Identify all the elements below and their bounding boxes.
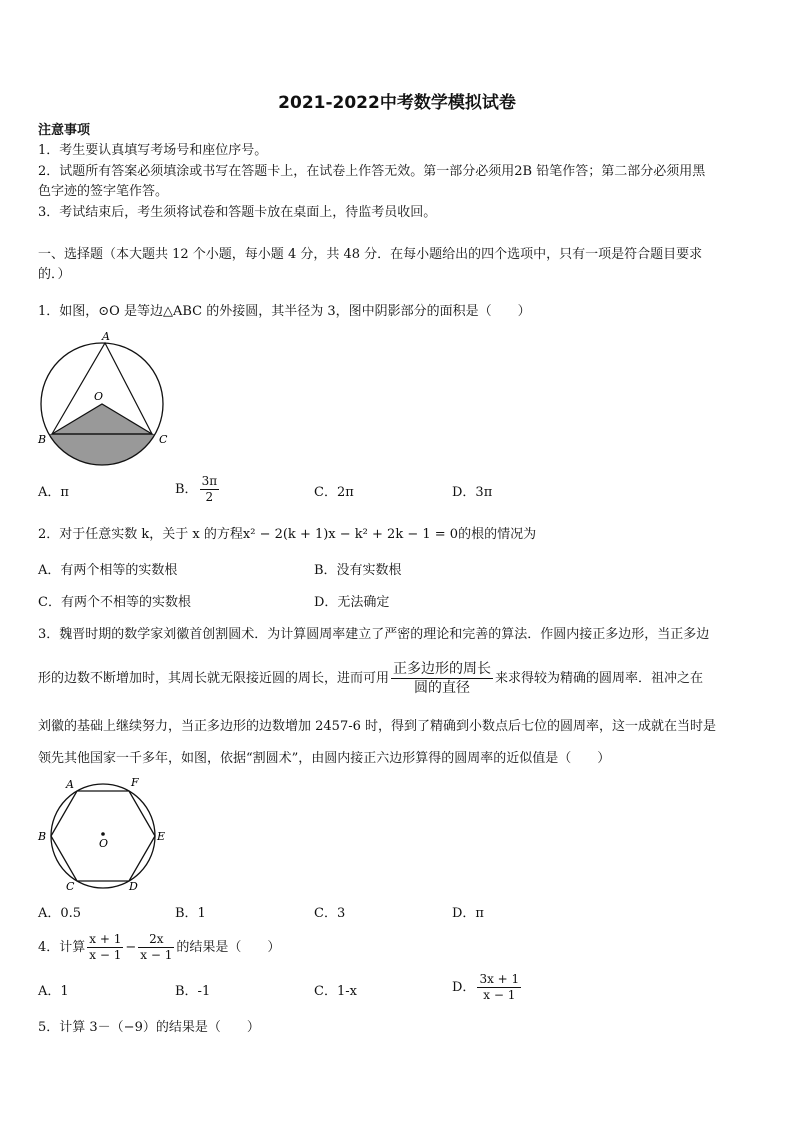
notice-item: 3．考试结束后，考生须将试卷和答题卡放在桌面上，待监考员收回。 bbox=[38, 205, 437, 220]
label-D: D bbox=[129, 880, 138, 893]
q1-figure bbox=[36, 328, 172, 470]
fraction bbox=[87, 932, 123, 963]
label-C: C bbox=[66, 880, 75, 893]
q1-option-d[interactable]: D．3π bbox=[452, 485, 493, 500]
q1-option-b[interactable] bbox=[175, 474, 221, 505]
q3-option-a[interactable]: A．0.5 bbox=[38, 906, 82, 921]
q4-option-c[interactable]: C．1-x bbox=[314, 984, 357, 999]
frac-num: x + 1 bbox=[89, 932, 122, 946]
section-heading: 一、选择题（本大题共 12 个小题，每小题 4 分，共 48 分．在每小题给出的四个选项中，只有一项是符合题目要求 bbox=[38, 247, 703, 262]
fraction bbox=[391, 660, 493, 697]
label-F: F bbox=[131, 776, 139, 789]
q1-option-a[interactable]: A．π bbox=[38, 485, 69, 500]
option-label: B． bbox=[175, 482, 198, 497]
label-C: C bbox=[159, 433, 168, 446]
q2-equation: x² − 2(k + 1)x − k² + 2k − 1 = 0 bbox=[242, 527, 459, 542]
q4-stem bbox=[38, 932, 280, 963]
q4-option-a[interactable]: A．1 bbox=[38, 984, 69, 999]
q4-option-b[interactable]: B．-1 bbox=[175, 984, 211, 999]
frac-num: 2x bbox=[138, 932, 174, 948]
page-title: 2021-2022中考数学模拟试卷 bbox=[278, 93, 516, 113]
label-B: B bbox=[38, 830, 47, 843]
q5-stem: 5．计算 3－（−9）的结果是（ ） bbox=[38, 1020, 260, 1035]
q2-option-a[interactable]: A．有两个相等的实数根 bbox=[38, 563, 178, 578]
q3-line2 bbox=[38, 660, 703, 697]
label-E: E bbox=[157, 830, 166, 843]
frac-den: 圆的直径 bbox=[414, 680, 471, 696]
option-label: D． bbox=[452, 980, 476, 995]
q2-option-d[interactable]: D．无法确定 bbox=[314, 595, 390, 610]
q3-option-b[interactable]: B．1 bbox=[175, 906, 206, 921]
frac-den: x − 1 bbox=[89, 948, 122, 962]
q3-line2-suffix: 来求得较为精确的圆周率．祖冲之在 bbox=[495, 671, 704, 686]
notice-heading: 注意事项 bbox=[38, 123, 91, 138]
label-O: O bbox=[99, 837, 109, 850]
fraction bbox=[477, 972, 521, 1003]
fraction bbox=[138, 932, 174, 963]
q2-option-b[interactable]: B．没有实数根 bbox=[314, 563, 402, 578]
label-A: A bbox=[102, 330, 110, 343]
frac-den: 2 bbox=[205, 490, 214, 504]
q3-line4: 领先其他国家一千多年，如图，依据“割圆术”，由圆内接正六边形算得的圆周率的近似值是（ ） bbox=[38, 751, 611, 766]
q4-stem-prefix: 4．计算 bbox=[38, 940, 86, 955]
q3-figure bbox=[36, 774, 170, 894]
frac-den: x − 1 bbox=[140, 948, 173, 962]
frac-num: 3π bbox=[201, 474, 218, 488]
q3-option-c[interactable]: C．3 bbox=[314, 906, 346, 921]
frac-num: 正多边形的周长 bbox=[393, 661, 492, 677]
q3-option-d[interactable]: D．π bbox=[452, 906, 484, 921]
minus-sign: − bbox=[125, 940, 137, 955]
section-heading-cont: 的．） bbox=[38, 267, 71, 282]
frac-num: 3x + 1 bbox=[479, 972, 520, 986]
label-B: B bbox=[38, 433, 47, 446]
frac-den: x − 1 bbox=[483, 988, 516, 1002]
q2-option-c[interactable]: C．有两个不相等的实数根 bbox=[38, 595, 191, 610]
q2-stem-prefix: 2．对于任意实数 k，关于 x 的方程 bbox=[38, 527, 243, 542]
q3-line2-prefix: 形的边数不断增加时，其周长就无限接近圆的周长，进而可用 bbox=[38, 671, 390, 686]
notice-item: 2．试题所有答案必须填涂或书写在答题卡上，在试卷上作答无效。第一部分必须用2B 铅笔作答；第二部分必须用黑 bbox=[38, 164, 706, 179]
q4-option-d[interactable] bbox=[452, 972, 523, 1003]
fraction bbox=[200, 474, 220, 505]
q1-option-c[interactable]: C．2π bbox=[314, 485, 354, 500]
label-A: A bbox=[66, 778, 74, 791]
notice-item: 色字迹的签字笔作答。 bbox=[38, 184, 169, 199]
q1-stem: 1．如图，⊙O 是等边△ABC 的外接圆，其半径为 3，图中阴影部分的面积是（ ） bbox=[38, 304, 531, 319]
q2-stem bbox=[38, 526, 536, 544]
label-O: O bbox=[94, 390, 104, 403]
notice-item: 1．考生要认真填写考场号和座位序号。 bbox=[38, 143, 268, 158]
q3-line3: 刘徽的基础上继续努力，当正多边形的边数增加 2457-6 时，得到了精确到小数点后七位的圆周率，这一成就在当时是 bbox=[38, 719, 717, 734]
q2-stem-suffix: 的根的情况为 bbox=[458, 527, 537, 542]
q3-line1: 3．魏晋时期的数学家刘徽首创割圆术．为计算圆周率建立了严密的理论和完善的算法．作圆内接正多边形，当正多边 bbox=[38, 627, 710, 642]
q4-stem-suffix: 的结果是（ ） bbox=[176, 940, 281, 955]
